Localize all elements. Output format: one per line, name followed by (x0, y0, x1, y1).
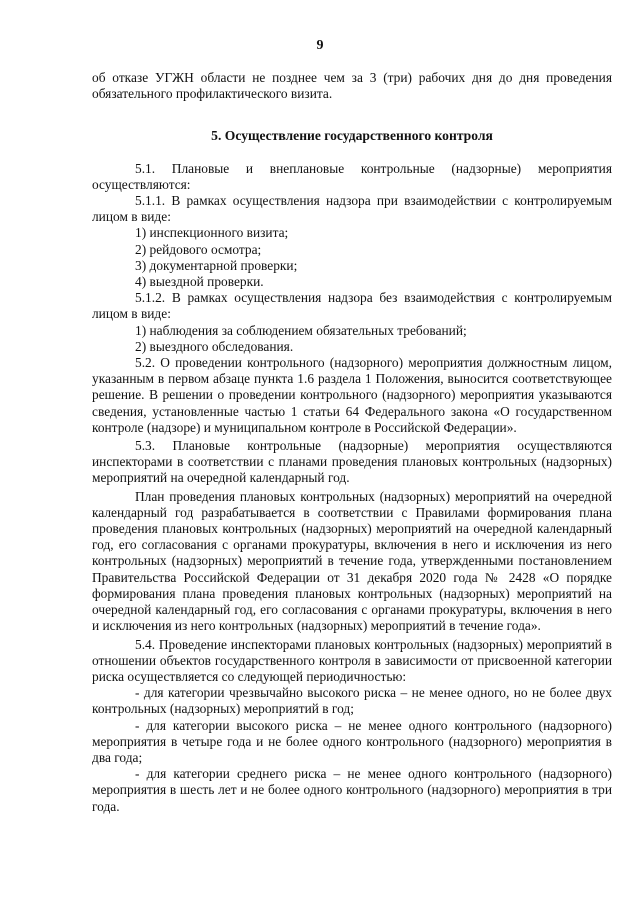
paragraph-5-2: 5.2. О проведении контрольного (надзорного) мероприятия должностным лицом, указанным в первом абзаце пункта 1.6 раздела 1 Положения, выносится соответствующее решение. В решении о проведении контрольного (надзорного) мероприятия указываются сведения, установленные частью 1 статьи 64 Федерального закона «О государственном контроле (надзоре) и муниципальном контроле в Российской Федерации». (92, 355, 612, 435)
list-item: 2) выездного обследования. (135, 338, 294, 354)
paragraph-5-1-2: 5.1.2. В рамках осуществления надзора без взаимодействия с контролируемым лицом в виде: (92, 290, 612, 322)
page-number: 9 (316, 38, 324, 53)
intro-paragraph: об отказе УГЖН области не позднее чем за 3 (три) рабочих дня до дня проведения обязательного профилактического визита. (92, 70, 612, 102)
risk-item: - для категории чрезвычайно высокого риска – не менее одного, но не более двух контрольных (надзорных) мероприятий в год; (92, 685, 612, 717)
paragraph-5-1-1: 5.1.1. В рамках осуществления надзора при взаимодействии с контролируемым лицом в виде: (92, 193, 612, 225)
paragraph-plan: План проведения плановых контрольных (надзорных) мероприятий на очередной календарный год разрабатывается в соответствии с Правилами формирования плана проведения плановых контрольных (надзорных) мероприятий на очередной календарный год, его согласования с органами прокуратуры, включения в него и исключения из него контрольных (надзорных) мероприятий в течение года, утвержденными постановлением Правительства Российской Федерации от 31 декабря 2020 года № 2428 «О порядке формирования плана проведения плановых контрольных (надзорных) мероприятий на очередной календарный год, его согласования с органами прокуратуры, включения в него и исключения из него контрольных (надзорных) мероприятий в течение года». (92, 488, 612, 634)
paragraph-5-4: 5.4. Проведение инспекторами плановых контрольных (надзорных) мероприятий в отношении объектов государственного контроля в зависимости от присвоенной категории риска осуществляется со следующей периодичностью: (92, 636, 612, 684)
list-item: 1) наблюдения за соблюдением обязательных требований; (135, 322, 467, 338)
paragraph-5-1: 5.1. Плановые и внеплановые контрольные (надзорные) мероприятия осуществляются: (92, 160, 612, 192)
risk-item: - для категории высокого риска – не менее одного контрольного (надзорного) мероприятия в четыре года и не более одного контрольного (надзорного) мероприятия в два года; (92, 717, 612, 765)
paragraph-5-3: 5.3. Плановые контрольные (надзорные) мероприятия осуществляются инспекторами в соответствии с планами проведения плановых контрольных (надзорных) мероприятий на очередной календарный год. (92, 438, 612, 486)
list-item: 1) инспекционного визита; (135, 225, 289, 241)
list-item: 2) рейдового осмотра; (135, 241, 262, 257)
document-body (92, 70, 612, 815)
section-title: 5. Осуществление государственного контроля (211, 128, 493, 144)
risk-item: - для категории среднего риска – не менее одного контрольного (надзорного) мероприятия в шесть лет и не более одного контрольного (надзорного) мероприятия в три года. (92, 766, 612, 814)
list-item: 3) документарной проверки; (135, 257, 298, 273)
list-item: 4) выездной проверки. (135, 274, 264, 290)
